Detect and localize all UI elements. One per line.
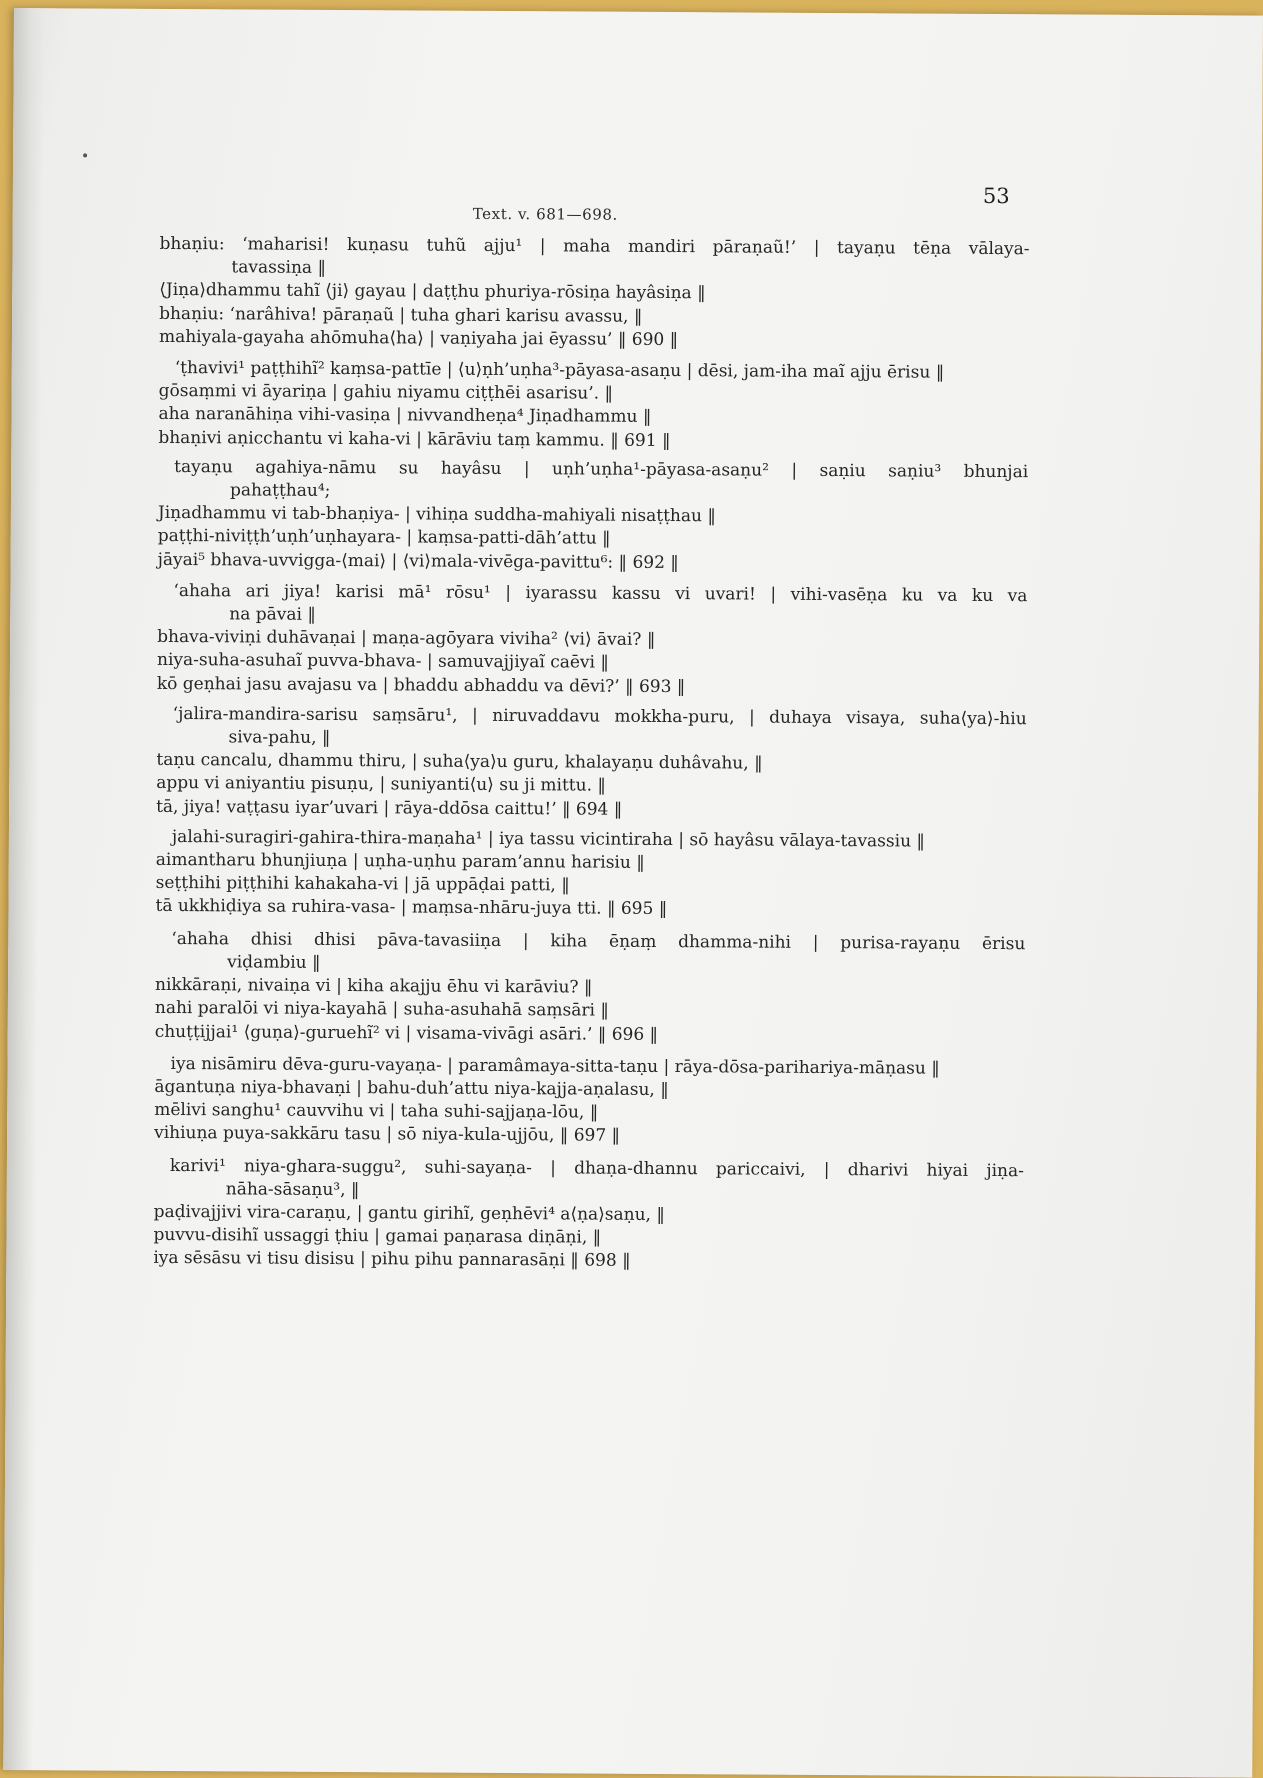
- verse-line: mahiyala-gayaha ahōmuha⟨ha⟩ | vaṇiyaha jai ēyassu’ ‖ 690 ‖: [158, 326, 679, 350]
- verse-line: iya nisāmiru dēva-guru-vayaṇa- | paramâmaya-sitta-taṇu | rāya-dōsa-parihariya-māṇasu ‖: [170, 1053, 940, 1079]
- verse-line: seṭṭhihi piṭṭhihi kahakaha-vi | jā uppāḍai patti, ‖: [155, 873, 570, 896]
- stanza-697: [154, 1053, 1025, 1151]
- verse-line: chuṭṭijjai¹ ⟨guṇa⟩-guruehĩ² vi | visama-vivāgi asāri.’ ‖ 696 ‖: [154, 1021, 659, 1045]
- stanza-691: [158, 357, 1029, 455]
- stanza-698: [153, 1154, 1024, 1275]
- verse-line: nāha-sāsaṇu³, ‖: [225, 1179, 360, 1200]
- verse-line: bhaṇiu: ‘narâhiva! pāraṇaũ | tuha ghari karisu avassu, ‖: [159, 303, 643, 327]
- verse-line: iya sēsāsu vi tisu disisu | pihu pihu pannarasāṇi ‖ 698 ‖: [153, 1248, 631, 1272]
- verse-line: niya-suha-asuhaĩ puvva-bhava- | samuvajjiyaĩ caēvi ‖: [156, 650, 609, 674]
- stanza-692: [158, 456, 1029, 577]
- verse-line: āgantuṇa niya-bhavaṇi | bahu-duh’attu niya-kajja-aṇalasu, ‖: [154, 1076, 669, 1100]
- verse-line: puvvu-disihĩ ussaggi ṭhiu | gamai paṇarasa diṇāṇi, ‖: [153, 1225, 602, 1248]
- stanza-696: [155, 928, 1026, 1049]
- verse-line: jalahi-suragiri-gahira-thira-maṇaha¹ | iya tassu vicintiraha | sō hayâsu vālaya-tavassiu ‖: [171, 826, 926, 852]
- verse-line: ‘ṭhavivi¹ paṭṭhihĩ² kaṃsa-pattīe | ⟨u⟩ṇh’uṇha³-pāyasa-asaṇu | dēsi, jam-iha maĩ ajju ērisu ‖: [174, 358, 945, 383]
- running-head: Text. v. 681—698.: [472, 204, 619, 224]
- verse-line: nikkāraṇi, nivaiṇa vi | kiha akajju ēhu vi karāviu? ‖: [154, 974, 593, 998]
- verse-line: aha naranāhiṇa vihi-vasiṇa | nivvandheṇa⁴ Jiṇadhammu ‖: [158, 404, 652, 428]
- verse-line: aimantharu bhunjiuṇa | uṇha-uṇhu param’annu harisiu ‖: [155, 849, 645, 873]
- verse-line: kō geṇhai jasu avajasu va | bhaddu abhaddu va dēvi?’ ‖ 693 ‖: [156, 673, 686, 697]
- stanza-690: [159, 233, 1030, 354]
- verse-line: appu vi aniyantiu pisuṇu, | suniyanti⟨u⟩ su ji mittu. ‖: [156, 773, 606, 797]
- verse-line: ⟨Jiṇa⟩dhammu tahĩ ⟨ji⟩ gayau | daṭṭhu phuriya-rōsiṇa hayâsiṇa ‖: [159, 280, 706, 304]
- verse-line: Jiṇadhammu vi tab-bhaṇiya- | vihiṇa suddha-mahiyali nisaṭṭhau ‖: [157, 503, 716, 527]
- verse-line: tayaṇu agahiya-nāmu su hayâsu | uṇh’uṇha¹-pāyasa-asaṇu² | saṇiu saṇiu³ bhunjai: [174, 456, 1029, 483]
- verse-line: jāyai⁵ bhava-uvvigga-⟨mai⟩ | ⟨vi⟩mala-vivēga-pavittu⁶: ‖ 692 ‖: [157, 549, 679, 573]
- ink-speck: [83, 153, 87, 157]
- verse-line: tavassiṇa ‖: [231, 257, 327, 279]
- book-page: [3, 8, 1263, 1778]
- stanza-694: [156, 703, 1027, 824]
- verse-line: bhaṇivi aṇicchantu vi kaha-vi | kārāviu taṃ kammu. ‖ 691 ‖: [158, 427, 671, 451]
- verse-line: karivi¹ niya-ghara-suggu², suhi-sayaṇa- | dhaṇa-dhannu pariccaivi, | dharivi hiyai jiṇa-: [169, 1155, 1024, 1181]
- verse-line: bhava-viviṇi duhāvaṇai | maṇa-agōyara viviha² ⟨vi⟩ āvai? ‖: [157, 627, 656, 651]
- verse-text: [153, 233, 1029, 1276]
- stanza-693: [157, 580, 1028, 701]
- verse-line: bhaṇiu: ‘maharisi! kuṇasu tuhũ ajju¹ | maha mandiri pāraṇaũ!’ | tayaṇu tēṇa vālaya-: [159, 233, 1030, 260]
- verse-line: pahaṭṭhau⁴;: [229, 480, 331, 501]
- verse-line: tā ukkhiḍiya sa ruhira-vasa- | maṃsa-nhāru-juya tti. ‖ 695 ‖: [155, 896, 668, 920]
- verse-line: paḍivajjivi vira-caraṇu, | gantu girihĩ, geṇhēvi⁴ a⟨ṇa⟩saṇu, ‖: [153, 1201, 665, 1225]
- stanza-695: [155, 826, 1026, 924]
- verse-line: nahi paralōi vi niya-kayahā | suha-asuhahā saṃsāri ‖: [154, 998, 609, 1021]
- verse-line: viḍambiu ‖: [227, 952, 321, 973]
- page-number: 53: [982, 183, 1010, 209]
- verse-line: ‘ahaha ari jiya! karisi mā¹ rōsu¹ | iyarassu kassu vi uvari! | vihi-vasēṇa ku va ku va: [173, 580, 1028, 607]
- verse-line: gōsaṃmi vi āyariṇa | gahiu niyamu ciṭṭhēi asarisu’. ‖: [158, 381, 614, 404]
- verse-line: paṭṭhi-niviṭṭh’uṇh’uṇhayara- | kaṃsa-patti-dāh’attu ‖: [157, 526, 611, 550]
- verse-line: siva-pahu, ‖: [228, 727, 331, 749]
- verse-line: ‘ahaha dhisi dhisi pāva-tavasiiṇa | kiha ēṇaṃ dhamma-nihi | purisa-rayaṇu ērisu: [171, 928, 1026, 954]
- verse-line: taṇu cancalu, dhammu thiru, | suha⟨ya⟩u guru, khalayaṇu duhâvahu, ‖: [156, 750, 763, 774]
- verse-line: ‘jalira-mandira-sarisu saṃsāru¹, | niruvaddavu mokkha-puru, | duhaya visaya, suha⟨ya⟩-hiu: [172, 703, 1027, 730]
- verse-line: na pāvai ‖: [229, 604, 316, 625]
- verse-line: vihiuṇa puya-sakkāru tasu | sō niya-kula-ujjōu, ‖ 697 ‖: [154, 1123, 621, 1147]
- verse-line: mēlivi sanghu¹ cauvvihu vi | taha suhi-sajjaṇa-lōu, ‖: [154, 1099, 599, 1123]
- verse-line: tā, jiya! vaṭṭasu iyar’uvari | rāya-ddōsa caittu!’ ‖ 694 ‖: [156, 796, 623, 820]
- book-gutter: [3, 8, 44, 1770]
